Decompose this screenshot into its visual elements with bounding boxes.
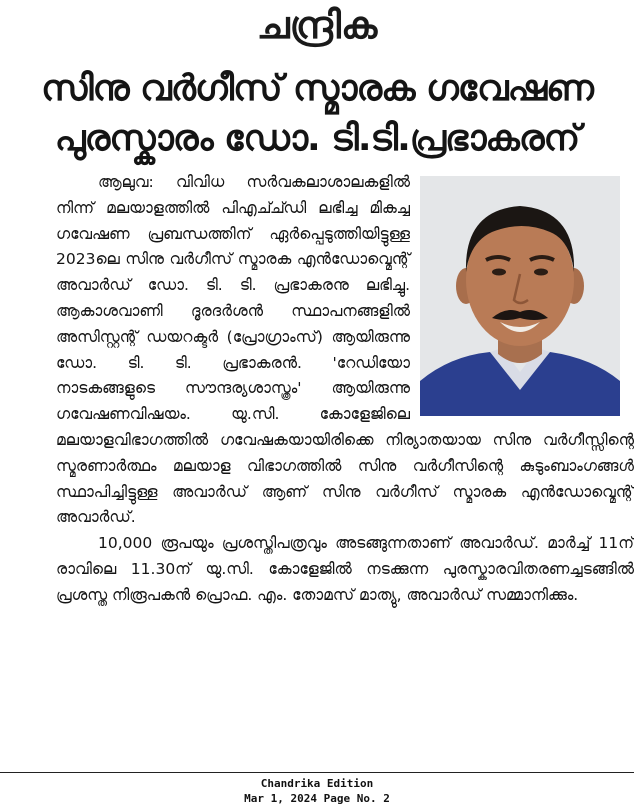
headline-line-2: പുരസ്കാരം ഡോ. ടി.ടി.പ്രഭാകരന് (54, 118, 580, 159)
portrait-illustration (420, 176, 620, 416)
masthead-title: ചന്ദ്രിക (256, 3, 378, 47)
article-body (56, 170, 634, 760)
footer-divider (0, 772, 634, 773)
portrait-photo (420, 176, 620, 416)
article-paragraph-1: ആലുവ: വിവിധ സർവകലാശാലകളിൽ നിന്ന് മലയാളത്തിൽ പിഎച്ച്ഡി ലഭിച്ച മികച്ച ഗവേഷണ പ്രബന്ധത്തിന് ഏർപ്പെടുത്തിയിട്ടുള്ള 2023ലെ സിനു വർഗീസ് സ്മാരക എൻഡോവ്മെന്റ് അവാർഡ് ഡോ. ടി. ടി. പ്രഭാകരനു ലഭിച്ചു. ആകാശവാണി ദൂരദർശൻ സ്ഥാപനങ്ങളിൽ അസിസ്റ്റന്റ് ഡയറക്ടർ (പ്രോഗ്രാംസ്) ആയിരുന്നു ഡോ. ടി. ടി. പ്രഭാകരൻ. 'റേഡിയോ നാടകങ്ങളുടെ സൗന്ദര്യശാസ്ത്രം' ആയിരുന്നു ഗവേഷണവിഷയം. യു.സി. കോളേജിലെ മലയാളവിഭാഗത്തിൽ ഗവേഷകയായിരിക്കെ നിര്യാതയായ സിനു വർഗീസ്സിന്റെ സ്മരണാർത്ഥം മലയാള വിഭാഗത്തിൽ സിനു വർഗീസിന്റെ കുടുംബാംഗങ്ങൾ സ്ഥാപിച്ചിട്ടുള്ള അവാർഡ് ആണ് സിനു വർഗീസ് സ്മാരക എൻഡോവ്മെന്റ് അവാർഡ്. (56, 173, 634, 527)
headline-line-1: സിനു വർഗീസ് സ്മാരക ഗവേഷണ (41, 68, 593, 109)
footer-dateline: Mar 1, 2024 Page No. 2 (244, 792, 390, 805)
footer (0, 776, 634, 806)
headline (0, 64, 634, 164)
footer-edition: Chandrika Edition (260, 777, 374, 790)
article-paragraph-2: 10,000 രൂപയും പ്രശസ്തിപത്രവും അടങ്ങുന്നതാണ് അവാർഡ്. മാർച്ച് 11ന് രാവിലെ 11.30ന് യു.സി. കോളേജിൽ നടക്കുന്ന പുരസ്കാരവിതരണച്ചടങ്ങിൽ പ്രശസ്ത നിരൂപകൻ പ്രൊഫ. എം. തോമസ് മാത്യു, അവാർഡ് സമ്മാനിക്കും. (56, 534, 634, 604)
